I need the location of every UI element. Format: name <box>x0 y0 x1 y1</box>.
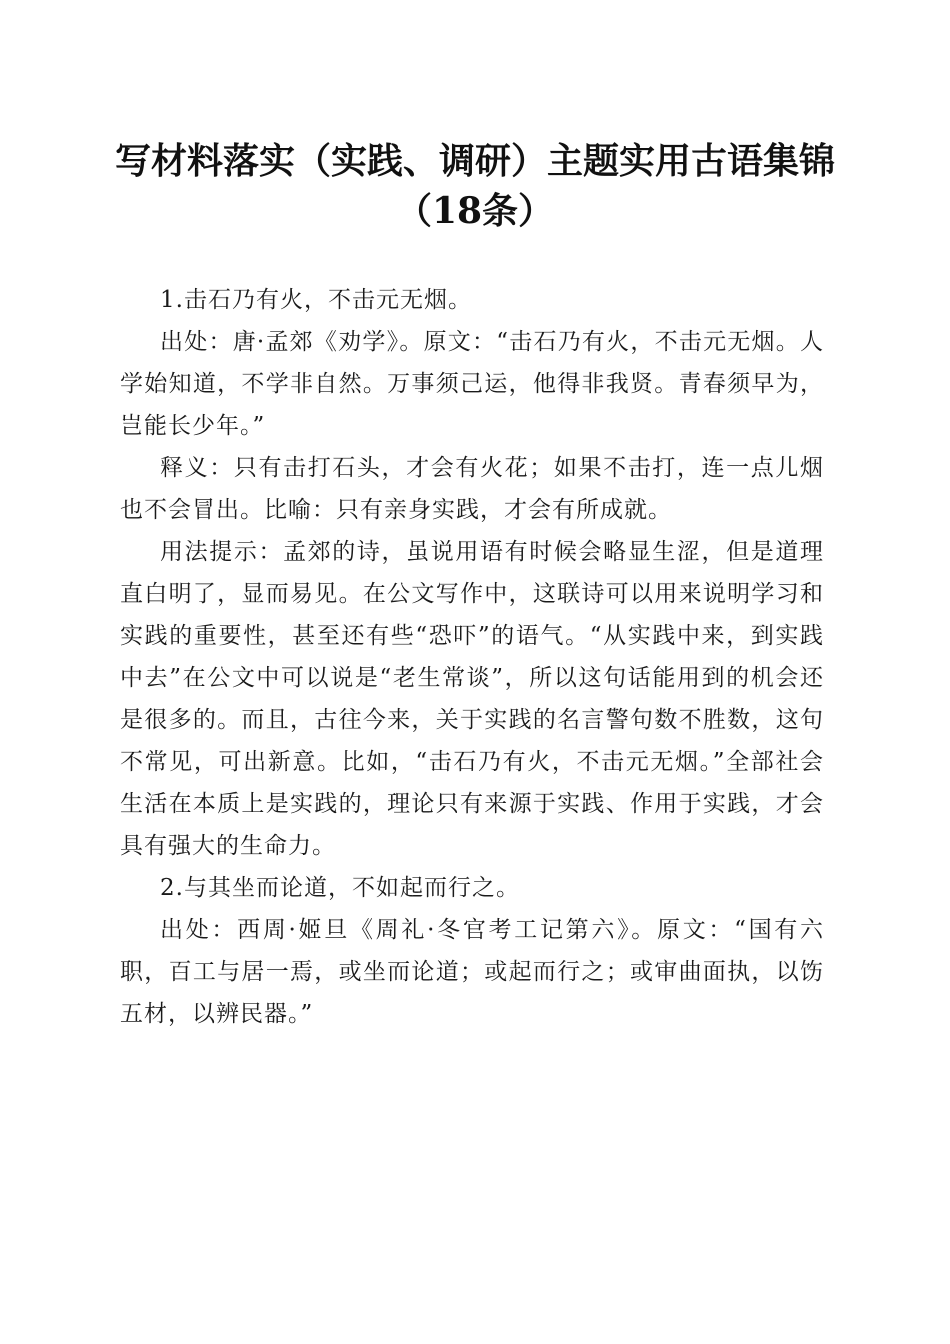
paragraph-item-2-source: 出处：西周·姬旦《周礼·冬官考工记第六》。原文：“国有六职，百工与居一焉，或坐而论道；或起而行之；或审曲面执，以饬五材，以辨民器。” <box>120 917 824 1027</box>
document-title <box>100 136 850 236</box>
paragraph-item-1-meaning: 释义：只有击打石头，才会有火花；如果不击打，连一点儿烟也不会冒出。比喻：只有亲身实践，才会有所成就。 <box>120 455 824 523</box>
title-line-1: 写材料落实（实践、调研）主题实用古语集锦 <box>114 140 835 182</box>
paragraph-item-1-source: 出处：唐·孟郊《劝学》。原文：“击石乃有火，不击元无烟。人学始知道，不学非自然。万事须己运，他得非我贤。青春须早为，岂能长少年。” <box>120 329 824 439</box>
document-body <box>120 279 824 1035</box>
title-line-2: （18条） <box>395 190 555 232</box>
paragraph-item-1-heading: 1.击石乃有火，不击元无烟。 <box>160 287 472 313</box>
paragraph-item-1-usage: 用法提示：孟郊的诗，虽说用语有时候会略显生涩，但是道理直白明了，显而易见。在公文写作中，这联诗可以用来说明学习和实践的重要性，甚至还有些“恐吓”的语气。“从实践中来，到实践中去”在公文中可以说是“老生常谈”，所以这句话能用到的机会还是很多的。而且，古往今来，关于实践的名言警句数不胜数，这句不常见，可出新意。比如，“击石乃有火，不击元无烟。”全部社会生活在本质上是实践的，理论只有来源于实践、作用于实践，才会具有强大的生命力。 <box>120 539 824 859</box>
paragraph-item-2-heading: 2.与其坐而论道，不如起而行之。 <box>160 875 520 901</box>
